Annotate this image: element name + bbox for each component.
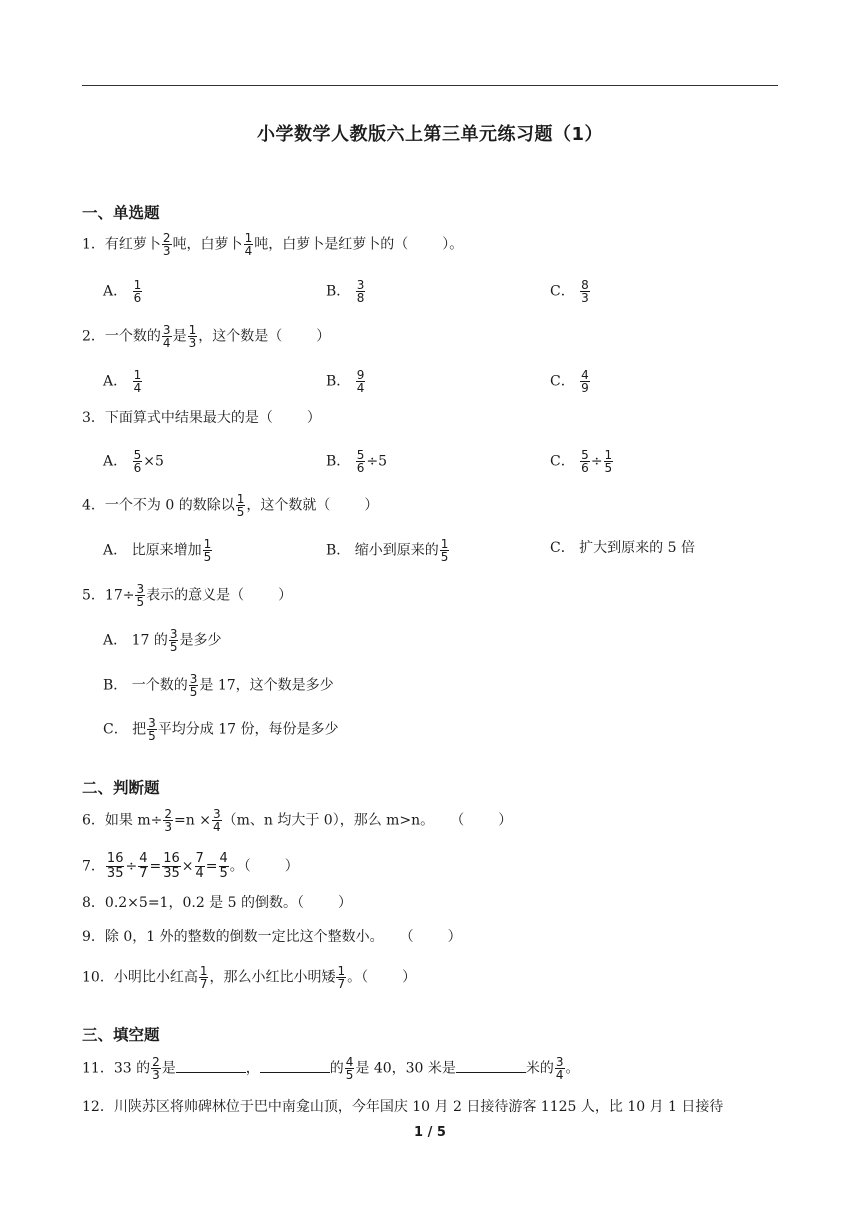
option-1a[interactable]: A． $\frac{1}{6}$: [103, 278, 142, 305]
fraction: $\frac{1}{5}$: [236, 492, 245, 519]
option-3b[interactable]: B． $\frac{5}{6}$ ÷5: [326, 448, 388, 475]
question-7: 7． $\frac{16}{35}$ ÷ $\frac{4}{7}$ = $\frac{16}{35}$ × $\frac{7}{4}$ = $\frac{4}{5}$ 。（ ）: [82, 851, 299, 881]
page-title: 小学数学人教版六上第三单元练习题（1）: [256, 124, 604, 145]
fraction: $\frac{2}{3}$: [162, 231, 171, 258]
question-12: 12．川陕苏区将帅碑林位于巴中南龛山顶，今年国庆 10 月 2 日接待游客 1125 人，比 10 月 1 日接待: [82, 1099, 724, 1115]
question-3: 3．下面算式中结果最大的是（ ）: [82, 410, 321, 426]
question-6: 6．如果 m÷ $\frac{2}{3}$ =n × $\frac{3}{4}$ （m、n 均大于 0），那么 m>n。 （ ）: [82, 807, 513, 834]
option-3a[interactable]: A． $\frac{5}{6}$ ×5: [103, 448, 164, 475]
question-4: 4．一个不为 0 的数除以 $\frac{1}{5}$ ，这个数就（ ）: [82, 492, 379, 519]
section-heading-fill-in: 三、填空题: [82, 1026, 160, 1044]
question-11: 11．33 的 $\frac{2}{3}$ 是 ， 的 $\frac{4}{5}$ 是 40，30 米是 米的 $\frac{3}{4}$ 。: [82, 1055, 580, 1082]
question-1: 1．有红萝卜 $\frac{2}{3}$ 吨，白萝卜 $\frac{1}{4}$ 吨，白萝卜是红萝卜的（ ）。: [82, 231, 464, 258]
option-4c[interactable]: C． 扩大到原来的 5 倍: [550, 540, 695, 556]
section-heading-true-false: 二、判断题: [82, 779, 160, 797]
answer-blank[interactable]: [176, 1058, 246, 1073]
option-1c[interactable]: C． $\frac{8}{3}$: [550, 278, 589, 305]
option-5c[interactable]: C． 把 $\frac{3}{5}$ 平均分成 17 份，每份是多少: [103, 716, 339, 743]
answer-blank[interactable]: [260, 1058, 330, 1073]
question-10: 10．小明比小红高 $\frac{1}{7}$ ，那么小红比小明矮 $\frac{1}{7}$ 。（ ）: [82, 964, 417, 991]
question-9: 9．除 0，1 外的整数的倒数一定比这个整数小。 （ ）: [82, 929, 462, 945]
option-3c[interactable]: C． $\frac{5}{6}$ ÷ $\frac{1}{5}$: [550, 448, 613, 475]
fraction: $\frac{3}{5}$: [136, 582, 145, 609]
section-heading-single-choice: 一、单选题: [82, 204, 160, 222]
option-2c[interactable]: C． $\frac{4}{9}$: [550, 368, 589, 395]
option-5a[interactable]: A． 17 的 $\frac{3}{5}$ 是多少: [103, 627, 222, 654]
question-2: 2．一个数的 $\frac{3}{4}$ 是 $\frac{1}{3}$ ，这个数是（ ）: [82, 323, 331, 350]
option-4b[interactable]: B． 缩小到原来的 $\frac{1}{5}$: [326, 537, 449, 564]
page-number: 1 / 5: [414, 1125, 446, 1140]
option-1b[interactable]: B． $\frac{3}{8}$: [326, 278, 365, 305]
header-rule: [82, 85, 778, 86]
option-2b[interactable]: B． $\frac{9}{4}$: [326, 368, 365, 395]
option-4a[interactable]: A． 比原来增加 $\frac{1}{5}$: [103, 537, 212, 564]
fraction: $\frac{3}{4}$: [162, 323, 171, 350]
option-5b[interactable]: B． 一个数的 $\frac{3}{5}$ 是 17，这个数是多少: [103, 672, 334, 699]
question-8: 8．0.2×5=1，0.2 是 5 的倒数。（ ）: [82, 895, 352, 911]
fraction: $\frac{1}{4}$: [244, 231, 253, 258]
answer-blank[interactable]: [456, 1058, 526, 1073]
fraction: $\frac{1}{3}$: [188, 323, 197, 350]
question-5: 5．17÷ $\frac{3}{5}$ 表示的意义是（ ）: [82, 582, 293, 609]
option-2a[interactable]: A． $\frac{1}{4}$: [103, 368, 142, 395]
